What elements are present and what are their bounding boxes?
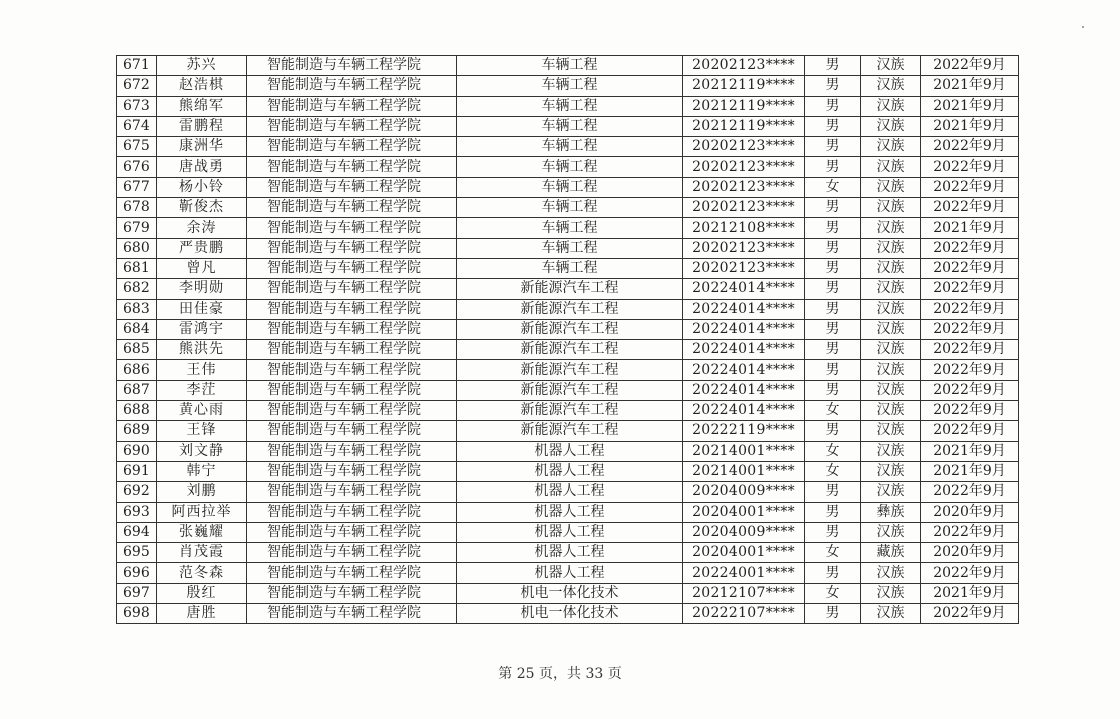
major-name-cell: 新能源汽车工程 <box>457 360 683 380</box>
enrollment-date-cell: 2022年9月 <box>921 299 1019 319</box>
ethnicity-cell: 汉族 <box>861 56 921 76</box>
major-name-cell: 车辆工程 <box>457 157 683 177</box>
ethnicity-cell: 汉族 <box>861 258 921 278</box>
row-number-cell: 680 <box>117 238 157 258</box>
gender-cell: 男 <box>805 157 861 177</box>
row-number-cell: 693 <box>117 502 157 522</box>
enrollment-date-cell: 2022年9月 <box>921 401 1019 421</box>
major-name-cell: 车辆工程 <box>457 218 683 238</box>
row-number-cell: 675 <box>117 137 157 157</box>
row-number-cell: 695 <box>117 543 157 563</box>
college-name-cell: 智能制造与车辆工程学院 <box>247 441 457 461</box>
gender-cell: 男 <box>805 563 861 583</box>
college-name-cell: 智能制造与车辆工程学院 <box>247 198 457 218</box>
row-number-cell: 694 <box>117 522 157 542</box>
ethnicity-cell: 汉族 <box>861 461 921 481</box>
student-table <box>116 55 1019 624</box>
college-name-cell: 智能制造与车辆工程学院 <box>247 177 457 197</box>
table-row <box>117 604 1019 624</box>
enrollment-date-cell: 2021年9月 <box>921 461 1019 481</box>
ethnicity-cell: 彝族 <box>861 502 921 522</box>
row-number-cell: 682 <box>117 279 157 299</box>
student-id-cell: 20202123**** <box>683 56 805 76</box>
gender-cell: 男 <box>805 502 861 522</box>
student-id-cell: 20212119**** <box>683 76 805 96</box>
row-number-cell: 672 <box>117 76 157 96</box>
table-row <box>117 441 1019 461</box>
student-name-cell: 殷红 <box>157 583 247 603</box>
gender-cell: 男 <box>805 76 861 96</box>
table-row <box>117 482 1019 502</box>
row-number-cell: 681 <box>117 258 157 278</box>
college-name-cell: 智能制造与车辆工程学院 <box>247 137 457 157</box>
gender-cell: 女 <box>805 441 861 461</box>
student-id-cell: 20212108**** <box>683 218 805 238</box>
row-number-cell: 696 <box>117 563 157 583</box>
gender-cell: 男 <box>805 522 861 542</box>
gender-cell: 女 <box>805 461 861 481</box>
row-number-cell: 685 <box>117 340 157 360</box>
student-name-cell: 康洲华 <box>157 137 247 157</box>
major-name-cell: 机器人工程 <box>457 441 683 461</box>
gender-cell: 男 <box>805 299 861 319</box>
table-row <box>117 177 1019 197</box>
major-name-cell: 机电一体化技术 <box>457 604 683 624</box>
major-name-cell: 机器人工程 <box>457 522 683 542</box>
student-id-cell: 20202123**** <box>683 198 805 218</box>
enrollment-date-cell: 2022年9月 <box>921 340 1019 360</box>
college-name-cell: 智能制造与车辆工程学院 <box>247 421 457 441</box>
college-name-cell: 智能制造与车辆工程学院 <box>247 157 457 177</box>
college-name-cell: 智能制造与车辆工程学院 <box>247 238 457 258</box>
table-row <box>117 563 1019 583</box>
ethnicity-cell: 汉族 <box>861 522 921 542</box>
major-name-cell: 机器人工程 <box>457 482 683 502</box>
ethnicity-cell: 汉族 <box>861 157 921 177</box>
gender-cell: 女 <box>805 543 861 563</box>
row-number-cell: 684 <box>117 319 157 339</box>
college-name-cell: 智能制造与车辆工程学院 <box>247 258 457 278</box>
student-name-cell: 雷鹏程 <box>157 116 247 136</box>
enrollment-date-cell: 2021年9月 <box>921 76 1019 96</box>
student-id-cell: 20224014**** <box>683 360 805 380</box>
major-name-cell: 新能源汽车工程 <box>457 279 683 299</box>
enrollment-date-cell: 2022年9月 <box>921 563 1019 583</box>
enrollment-date-cell: 2022年9月 <box>921 177 1019 197</box>
enrollment-date-cell: 2022年9月 <box>921 522 1019 542</box>
college-name-cell: 智能制造与车辆工程学院 <box>247 340 457 360</box>
student-id-cell: 20202123**** <box>683 137 805 157</box>
student-id-cell: 20224014**** <box>683 279 805 299</box>
student-id-cell: 20224014**** <box>683 340 805 360</box>
gender-cell: 男 <box>805 238 861 258</box>
table-row <box>117 218 1019 238</box>
ethnicity-cell: 藏族 <box>861 543 921 563</box>
major-name-cell: 新能源汽车工程 <box>457 421 683 441</box>
table-row <box>117 238 1019 258</box>
ethnicity-cell: 汉族 <box>861 604 921 624</box>
major-name-cell: 机器人工程 <box>457 461 683 481</box>
major-name-cell: 车辆工程 <box>457 258 683 278</box>
student-name-cell: 严贵鹏 <box>157 238 247 258</box>
gender-cell: 男 <box>805 380 861 400</box>
major-name-cell: 车辆工程 <box>457 137 683 157</box>
college-name-cell: 智能制造与车辆工程学院 <box>247 502 457 522</box>
row-number-cell: 692 <box>117 482 157 502</box>
table-row <box>117 116 1019 136</box>
enrollment-date-cell: 2021年9月 <box>921 116 1019 136</box>
student-id-cell: 20214001**** <box>683 441 805 461</box>
major-name-cell: 车辆工程 <box>457 177 683 197</box>
college-name-cell: 智能制造与车辆工程学院 <box>247 583 457 603</box>
college-name-cell: 智能制造与车辆工程学院 <box>247 76 457 96</box>
student-name-cell: 杨小铃 <box>157 177 247 197</box>
college-name-cell: 智能制造与车辆工程学院 <box>247 56 457 76</box>
major-name-cell: 新能源汽车工程 <box>457 380 683 400</box>
ethnicity-cell: 汉族 <box>861 583 921 603</box>
student-name-cell: 熊绵军 <box>157 96 247 116</box>
student-id-cell: 20214001**** <box>683 461 805 481</box>
major-name-cell: 车辆工程 <box>457 116 683 136</box>
student-name-cell: 肖茂霞 <box>157 543 247 563</box>
page-footer: 第 25 页，共 33 页 <box>498 666 622 682</box>
major-name-cell: 新能源汽车工程 <box>457 299 683 319</box>
row-number-cell: 690 <box>117 441 157 461</box>
enrollment-date-cell: 2022年9月 <box>921 238 1019 258</box>
student-name-cell: 曾凡 <box>157 258 247 278</box>
student-name-cell: 熊洪先 <box>157 340 247 360</box>
college-name-cell: 智能制造与车辆工程学院 <box>247 522 457 542</box>
table-row <box>117 198 1019 218</box>
row-number-cell: 683 <box>117 299 157 319</box>
enrollment-date-cell: 2022年9月 <box>921 157 1019 177</box>
student-id-cell: 20224014**** <box>683 319 805 339</box>
gender-cell: 男 <box>805 279 861 299</box>
enrollment-date-cell: 2021年9月 <box>921 441 1019 461</box>
enrollment-date-cell: 2022年9月 <box>921 56 1019 76</box>
college-name-cell: 智能制造与车辆工程学院 <box>247 482 457 502</box>
college-name-cell: 智能制造与车辆工程学院 <box>247 360 457 380</box>
row-number-cell: 691 <box>117 461 157 481</box>
student-id-cell: 20204009**** <box>683 482 805 502</box>
enrollment-date-cell: 2022年9月 <box>921 360 1019 380</box>
student-name-cell: 王伟 <box>157 360 247 380</box>
enrollment-date-cell: 2022年9月 <box>921 137 1019 157</box>
table-row <box>117 299 1019 319</box>
row-number-cell: 673 <box>117 96 157 116</box>
major-name-cell: 机器人工程 <box>457 563 683 583</box>
college-name-cell: 智能制造与车辆工程学院 <box>247 401 457 421</box>
table-row <box>117 380 1019 400</box>
ethnicity-cell: 汉族 <box>861 96 921 116</box>
college-name-cell: 智能制造与车辆工程学院 <box>247 299 457 319</box>
major-name-cell: 车辆工程 <box>457 238 683 258</box>
student-id-cell: 20204001**** <box>683 543 805 563</box>
gender-cell: 男 <box>805 137 861 157</box>
enrollment-date-cell: 2020年9月 <box>921 543 1019 563</box>
ethnicity-cell: 汉族 <box>861 116 921 136</box>
gender-cell: 男 <box>805 96 861 116</box>
student-id-cell: 20212107**** <box>683 583 805 603</box>
ethnicity-cell: 汉族 <box>861 198 921 218</box>
table-row <box>117 340 1019 360</box>
student-name-cell: 王锋 <box>157 421 247 441</box>
ethnicity-cell: 汉族 <box>861 218 921 238</box>
college-name-cell: 智能制造与车辆工程学院 <box>247 116 457 136</box>
student-name-cell: 刘鹏 <box>157 482 247 502</box>
gender-cell: 男 <box>805 421 861 441</box>
college-name-cell: 智能制造与车辆工程学院 <box>247 96 457 116</box>
gender-cell: 女 <box>805 583 861 603</box>
ethnicity-cell: 汉族 <box>861 380 921 400</box>
row-number-cell: 676 <box>117 157 157 177</box>
student-name-cell: 赵浩棋 <box>157 76 247 96</box>
student-id-cell: 20224014**** <box>683 299 805 319</box>
row-number-cell: 677 <box>117 177 157 197</box>
student-name-cell: 余涛 <box>157 218 247 238</box>
student-id-cell: 20224014**** <box>683 401 805 421</box>
student-id-cell: 20224001**** <box>683 563 805 583</box>
table-row <box>117 137 1019 157</box>
enrollment-date-cell: 2020年9月 <box>921 502 1019 522</box>
student-id-cell: 20204001**** <box>683 502 805 522</box>
enrollment-date-cell: 2022年9月 <box>921 279 1019 299</box>
row-number-cell: 679 <box>117 218 157 238</box>
major-name-cell: 车辆工程 <box>457 96 683 116</box>
table-row <box>117 76 1019 96</box>
student-name-cell: 唐胜 <box>157 604 247 624</box>
college-name-cell: 智能制造与车辆工程学院 <box>247 563 457 583</box>
row-number-cell: 687 <box>117 380 157 400</box>
table-row <box>117 360 1019 380</box>
table-row <box>117 279 1019 299</box>
enrollment-date-cell: 2022年9月 <box>921 421 1019 441</box>
enrollment-date-cell: 2022年9月 <box>921 380 1019 400</box>
college-name-cell: 智能制造与车辆工程学院 <box>247 604 457 624</box>
ethnicity-cell: 汉族 <box>861 360 921 380</box>
enrollment-date-cell: 2021年9月 <box>921 583 1019 603</box>
row-number-cell: 686 <box>117 360 157 380</box>
student-name-cell: 阿西拉举 <box>157 502 247 522</box>
ethnicity-cell: 汉族 <box>861 340 921 360</box>
student-name-cell: 李明勋 <box>157 279 247 299</box>
row-number-cell: 671 <box>117 56 157 76</box>
ethnicity-cell: 汉族 <box>861 441 921 461</box>
student-name-cell: 苏兴 <box>157 56 247 76</box>
row-number-cell: 688 <box>117 401 157 421</box>
table-row <box>117 502 1019 522</box>
gender-cell: 男 <box>805 116 861 136</box>
gender-cell: 男 <box>805 198 861 218</box>
student-id-cell: 20202123**** <box>683 238 805 258</box>
student-name-cell: 范冬森 <box>157 563 247 583</box>
gender-cell: 女 <box>805 401 861 421</box>
enrollment-date-cell: 2022年9月 <box>921 258 1019 278</box>
row-number-cell: 698 <box>117 604 157 624</box>
gender-cell: 女 <box>805 177 861 197</box>
student-name-cell: 黄心雨 <box>157 401 247 421</box>
row-number-cell: 689 <box>117 421 157 441</box>
major-name-cell: 车辆工程 <box>457 56 683 76</box>
major-name-cell: 新能源汽车工程 <box>457 319 683 339</box>
corner-mark <box>1082 26 1084 28</box>
table-row <box>117 56 1019 76</box>
college-name-cell: 智能制造与车辆工程学院 <box>247 461 457 481</box>
enrollment-date-cell: 2021年9月 <box>921 218 1019 238</box>
student-id-cell: 20212119**** <box>683 96 805 116</box>
major-name-cell: 机器人工程 <box>457 543 683 563</box>
enrollment-date-cell: 2022年9月 <box>921 319 1019 339</box>
row-number-cell: 678 <box>117 198 157 218</box>
college-name-cell: 智能制造与车辆工程学院 <box>247 218 457 238</box>
ethnicity-cell: 汉族 <box>861 238 921 258</box>
enrollment-date-cell: 2021年9月 <box>921 96 1019 116</box>
ethnicity-cell: 汉族 <box>861 319 921 339</box>
table-row <box>117 96 1019 116</box>
enrollment-date-cell: 2022年9月 <box>921 482 1019 502</box>
ethnicity-cell: 汉族 <box>861 563 921 583</box>
major-name-cell: 新能源汽车工程 <box>457 340 683 360</box>
college-name-cell: 智能制造与车辆工程学院 <box>247 279 457 299</box>
table-row <box>117 583 1019 603</box>
college-name-cell: 智能制造与车辆工程学院 <box>247 380 457 400</box>
college-name-cell: 智能制造与车辆工程学院 <box>247 319 457 339</box>
ethnicity-cell: 汉族 <box>861 299 921 319</box>
student-id-cell: 20204009**** <box>683 522 805 542</box>
student-name-cell: 张巍耀 <box>157 522 247 542</box>
student-name-cell: 田佳豪 <box>157 299 247 319</box>
row-number-cell: 674 <box>117 116 157 136</box>
student-id-cell: 20202123**** <box>683 258 805 278</box>
table-row <box>117 157 1019 177</box>
table-row <box>117 543 1019 563</box>
table-row <box>117 401 1019 421</box>
student-name-cell: 李茳 <box>157 380 247 400</box>
ethnicity-cell: 汉族 <box>861 177 921 197</box>
major-name-cell: 车辆工程 <box>457 76 683 96</box>
table-row <box>117 319 1019 339</box>
ethnicity-cell: 汉族 <box>861 482 921 502</box>
row-number-cell: 697 <box>117 583 157 603</box>
major-name-cell: 车辆工程 <box>457 198 683 218</box>
student-id-cell: 20224014**** <box>683 380 805 400</box>
student-id-cell: 20222119**** <box>683 421 805 441</box>
table-row <box>117 421 1019 441</box>
gender-cell: 男 <box>805 218 861 238</box>
enrollment-date-cell: 2022年9月 <box>921 604 1019 624</box>
major-name-cell: 机电一体化技术 <box>457 583 683 603</box>
gender-cell: 男 <box>805 258 861 278</box>
gender-cell: 男 <box>805 482 861 502</box>
student-name-cell: 雷鸿宇 <box>157 319 247 339</box>
college-name-cell: 智能制造与车辆工程学院 <box>247 543 457 563</box>
gender-cell: 男 <box>805 340 861 360</box>
student-name-cell: 韩宁 <box>157 461 247 481</box>
ethnicity-cell: 汉族 <box>861 137 921 157</box>
enrollment-date-cell: 2022年9月 <box>921 198 1019 218</box>
student-name-cell: 唐战勇 <box>157 157 247 177</box>
ethnicity-cell: 汉族 <box>861 421 921 441</box>
table-body <box>117 56 1019 624</box>
ethnicity-cell: 汉族 <box>861 401 921 421</box>
student-id-cell: 20202123**** <box>683 157 805 177</box>
major-name-cell: 机器人工程 <box>457 502 683 522</box>
ethnicity-cell: 汉族 <box>861 279 921 299</box>
student-name-cell: 刘文静 <box>157 441 247 461</box>
table-row <box>117 522 1019 542</box>
gender-cell: 男 <box>805 604 861 624</box>
table-row <box>117 461 1019 481</box>
major-name-cell: 新能源汽车工程 <box>457 401 683 421</box>
gender-cell: 男 <box>805 56 861 76</box>
ethnicity-cell: 汉族 <box>861 76 921 96</box>
gender-cell: 男 <box>805 360 861 380</box>
table-row <box>117 258 1019 278</box>
student-name-cell: 靳俊杰 <box>157 198 247 218</box>
student-id-cell: 20222107**** <box>683 604 805 624</box>
gender-cell: 男 <box>805 319 861 339</box>
student-id-cell: 20202123**** <box>683 177 805 197</box>
student-id-cell: 20212119**** <box>683 116 805 136</box>
